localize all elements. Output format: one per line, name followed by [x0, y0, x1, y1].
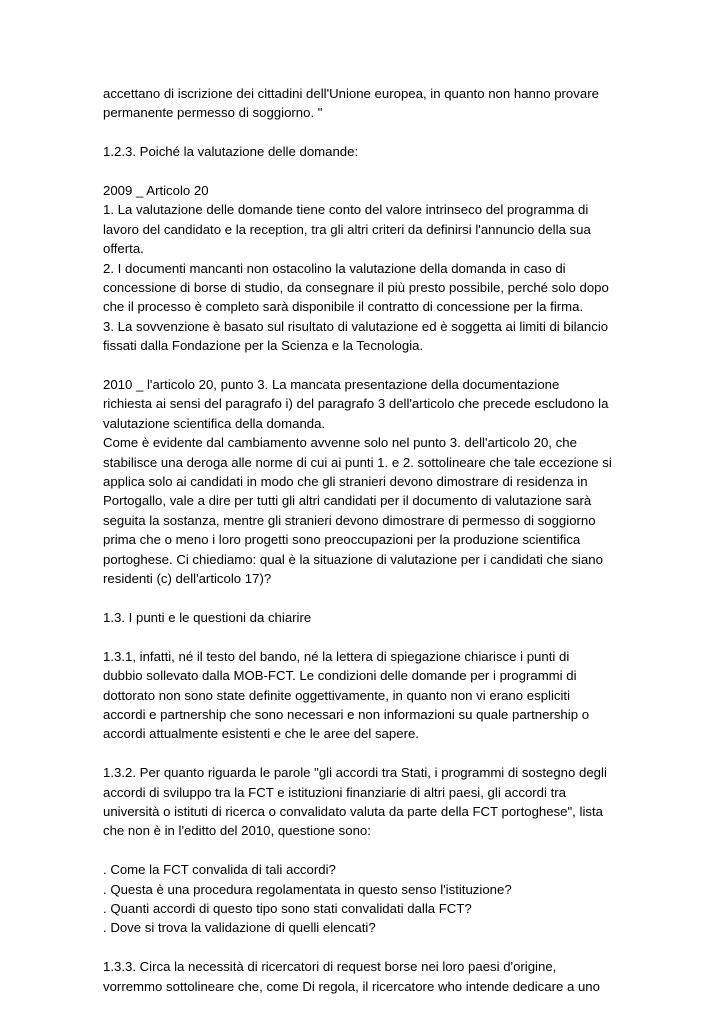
text-line: prima che o meno i loro progetti sono preoccupazioni per la produzione scientifica [103, 532, 581, 548]
text-line: portoghese. Ci chiediamo: qual è la situazione di valutazione per i candidati che siano [103, 551, 603, 567]
text-line: stabilisce una deroga alle norme di cui ai punti 1. e 2. sottolineare che tale eccezione si [103, 454, 612, 470]
text-line: università o istituti di ricerca o convalidato valuta da parte della FCT portoghese", lista [103, 803, 603, 819]
text-line: 2010 _ l'articolo 20, punto 3. La mancata presentazione della documentazione [103, 377, 560, 393]
text-line: 1.3.1, infatti, né il testo del bando, né la lettera di spiegazione chiarisce i punti di [103, 648, 570, 664]
text-line: residenti (c) dell'articolo 17)? [103, 571, 272, 587]
text-line: 1.3.3. Circa la necessità di ricercatori di request borse nei loro paesi d'origine, [103, 959, 557, 975]
text-line: accordi di sviluppo tra la FCT e istituzioni finanziarie di altri paesi, gli accordi tra [103, 784, 566, 800]
text-line: seguita la sostanza, mentre gli stranieri devono dimostrare di permesso di soggiorno [103, 512, 596, 528]
text-line: concessione di borse di studio, da consegnare il più presto possibile, perché solo dopo [103, 280, 609, 296]
text-line: valutazione scientifica della domanda. [103, 415, 326, 431]
text-line: 2. I documenti mancanti non ostacolino la valutazione della domanda in caso di [103, 260, 566, 276]
text-line: che non è in l'editto del 2010, questione sono: [103, 823, 371, 839]
text-line: . Dove si trova la validazione di quelli elencati? [103, 920, 376, 936]
text-line: accettano di iscrizione dei cittadini dell'Unione europea, in quanto non hanno provare [103, 86, 599, 101]
text-line: fissati dalla Fondazione per la Scienza e la Tecnologia. [103, 338, 424, 354]
paragraph [103, 142, 625, 161]
text-line: 1.3. I punti e le questioni da chiarire [103, 609, 312, 625]
text-line: Come è evidente dal cambiamento avvenne solo nel punto 3. dell'articolo 20, che [103, 435, 577, 451]
paragraph [103, 647, 625, 744]
text-line: offerta. [103, 241, 144, 257]
text-line: applica solo ai candidati in modo che gli stranieri devono dimostrare di residenza in [103, 474, 588, 490]
document-page [103, 84, 625, 1015]
text-line: 1. La valutazione delle domande tiene conto del valore intrinseco del programma di [103, 202, 589, 218]
text-line: vorremmo sottolineare che, come Di regola, il ricercatore who intende dedicare a uno [103, 978, 600, 994]
paragraph [103, 860, 625, 938]
text-line: dottorato non sono state definite oggettivamente, in quanto non vi erano espliciti [103, 687, 571, 703]
text-line: richiesta ai sensi del paragrafo i) del paragrafo 3 dell'articolo che precede escludono la [103, 396, 609, 412]
text-line: che il processo è completo sarà disponibile il contratto di concessione per la firma. [103, 299, 584, 315]
text-line: Portogallo, vale a dire per tutti gli altri candidati per il documento di valutazione sarà [103, 493, 592, 509]
paragraph [103, 608, 625, 627]
text-line: permanente permesso di soggiorno. " [103, 105, 323, 121]
text-line: dubbio sollevato dalla MOB-FCT. Le condizioni delle domande per i programmi di [103, 668, 577, 684]
paragraph [103, 763, 625, 841]
text-line: 1.2.3. Poiché la valutazione delle domande: [103, 144, 359, 160]
text-line: . Quanti accordi di questo tipo sono stati convalidati dalla FCT? [103, 900, 472, 916]
paragraph [103, 181, 625, 356]
text-line: 2009 _ Articolo 20 [103, 183, 209, 198]
text-line: 3. La sovvenzione è basato sul risultato di valutazione ed è soggetta ai limiti di bilancio [103, 318, 609, 334]
text-line: accordi attualmente esistenti e che le aree del sapere. [103, 726, 419, 742]
text-line: . Come la FCT convalida di tali accordi? [103, 862, 336, 878]
text-line: accordi e partnership che sono necessari e non informazioni su quale partnership o [103, 706, 590, 722]
paragraph [103, 375, 625, 588]
text-line: lavoro del candidato e la reception, tra gli altri criteri da definirsi l'annuncio della sua [103, 221, 591, 237]
text-line: 1.3.2. Per quanto riguarda le parole "gli accordi tra Stati, i programmi di sostegno degli [103, 765, 607, 781]
text-line: . Questa è una procedura regolamentata in questo senso l'istituzione? [103, 881, 512, 897]
paragraph [103, 957, 625, 996]
paragraph [103, 84, 625, 123]
